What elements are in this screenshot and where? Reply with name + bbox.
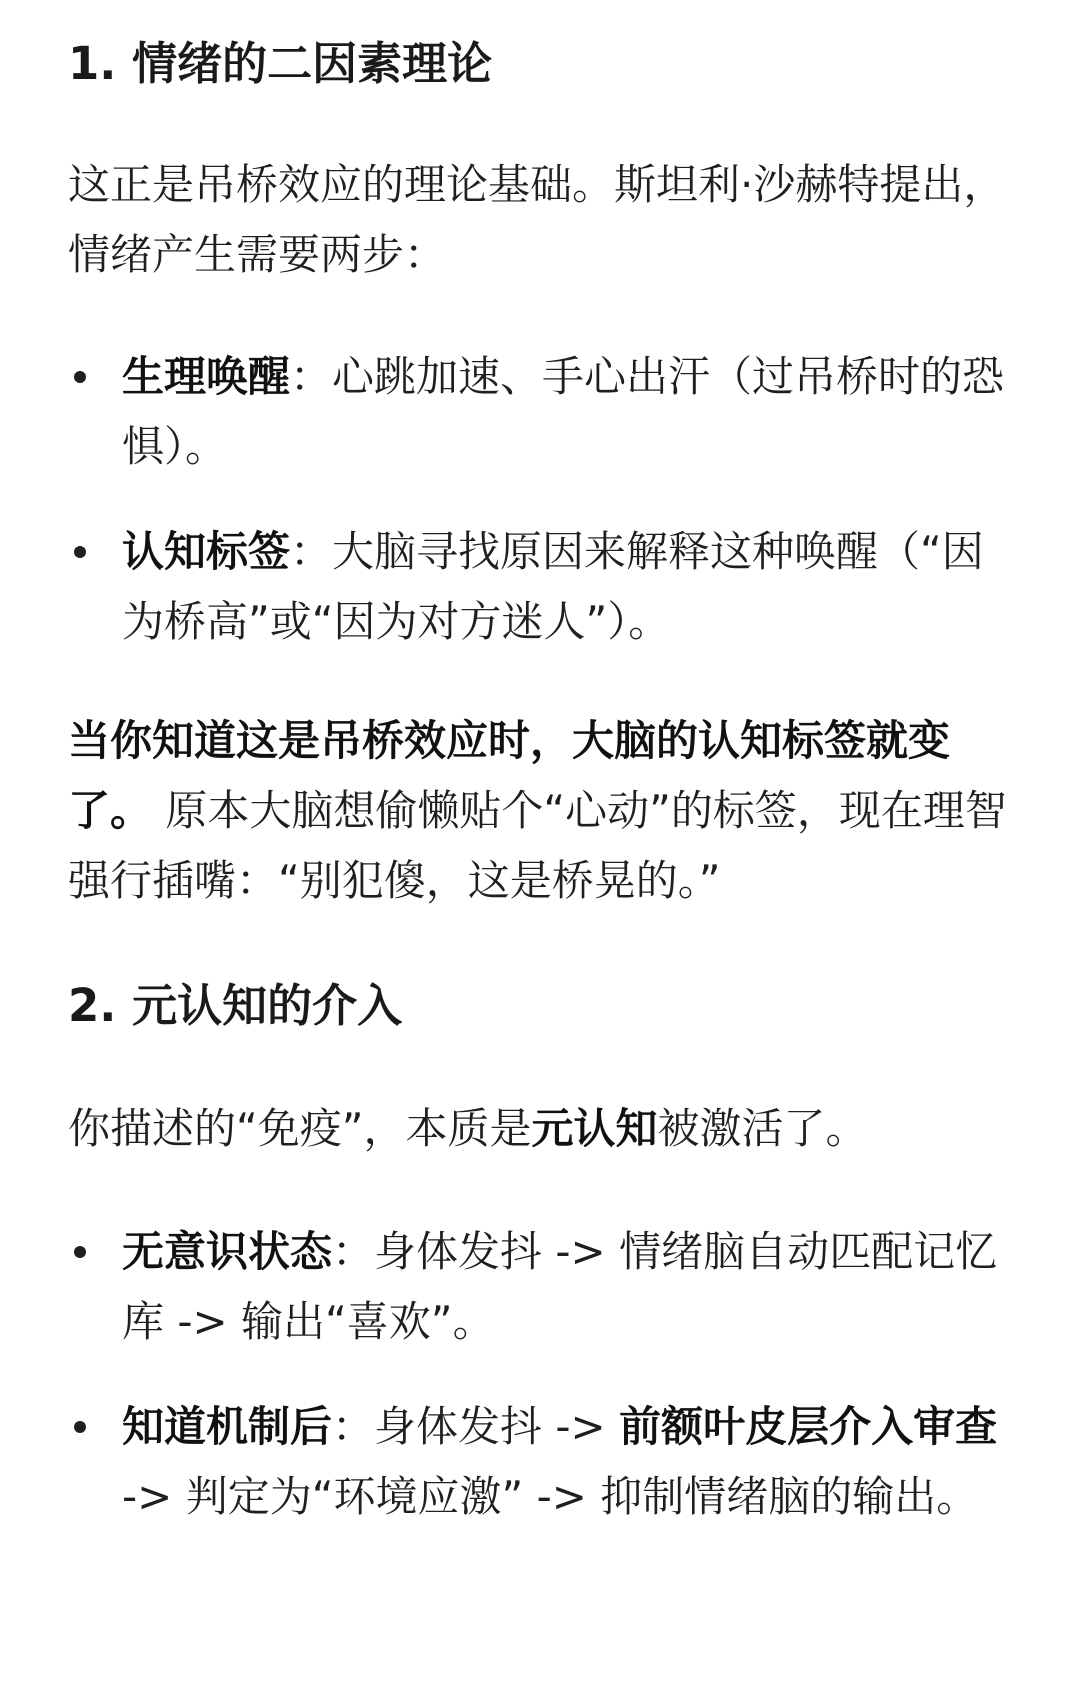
intro-text-before: 你描述的“免疫”，本质是 xyxy=(68,1104,532,1153)
section-2-intro xyxy=(68,1094,1022,1164)
bullet-dot-icon xyxy=(74,1246,86,1258)
bullet-separator: ： xyxy=(332,1402,375,1451)
bullet-body xyxy=(122,1217,1022,1357)
section-2-heading: 2. 元认知的介入 xyxy=(68,979,403,1032)
bullet-term: 认知标签 xyxy=(122,527,291,576)
section-1-heading: 1. 情绪的二因素理论 xyxy=(68,37,493,90)
list-item xyxy=(68,517,1022,657)
bullet-bold-text: 前额叶皮层介入审查 xyxy=(619,1402,998,1451)
bullet-body xyxy=(122,517,1022,657)
list-item xyxy=(68,342,1022,482)
bullet-term: 知道机制后 xyxy=(122,1402,333,1451)
bullet-text-after: -> 判定为“环境应激” -> 抑制情绪脑的输出。 xyxy=(122,1472,979,1521)
article-page xyxy=(0,34,1080,1696)
summary-text: 原本大脑想偷懒贴个“心动”的标签，现在理智强行插嘴：“别犯傻，这是桥晃的。” xyxy=(68,786,1007,905)
bullet-dot-icon xyxy=(74,1421,86,1433)
bullet-separator: ： xyxy=(290,527,333,576)
list-item xyxy=(68,1217,1022,1357)
bullet-body xyxy=(122,342,1022,482)
section-1-intro: 这正是吊桥效应的理论基础。斯坦利·沙赫特提出，情绪产生需要两步： xyxy=(68,160,1006,279)
intro-text-after: 被激活了。 xyxy=(657,1104,868,1153)
bullet-separator: ： xyxy=(332,1227,375,1276)
bullet-separator: ： xyxy=(290,352,333,401)
summary-bold-text: 当你知道这是吊桥效应时，大脑的认知标签就变了。 xyxy=(68,716,951,835)
list-item xyxy=(68,1392,1022,1532)
bullet-dot-icon xyxy=(74,371,86,383)
section-1-summary xyxy=(68,706,1022,916)
bullet-text-before: 身体发抖 -> xyxy=(374,1402,620,1451)
bullet-dot-icon xyxy=(74,546,86,558)
section-2-bullet-list xyxy=(68,1217,1022,1532)
intro-bold-term: 元认知 xyxy=(531,1104,658,1153)
bullet-body xyxy=(122,1392,1022,1532)
bullet-term: 生理唤醒 xyxy=(122,352,291,401)
bullet-text: 身体发抖 -> 情绪脑自动匹配记忆库 -> 输出“喜欢”。 xyxy=(122,1227,998,1346)
bullet-term: 无意识状态 xyxy=(122,1227,333,1276)
bullet-text: 大脑寻找原因来解释这种唤醒（“因为桥高”或“因为对方迷人”）。 xyxy=(122,527,984,646)
bullet-text: 心跳加速、手心出汗（过吊桥时的恐惧）。 xyxy=(122,352,1005,471)
section-1-bullet-list xyxy=(68,342,1022,657)
